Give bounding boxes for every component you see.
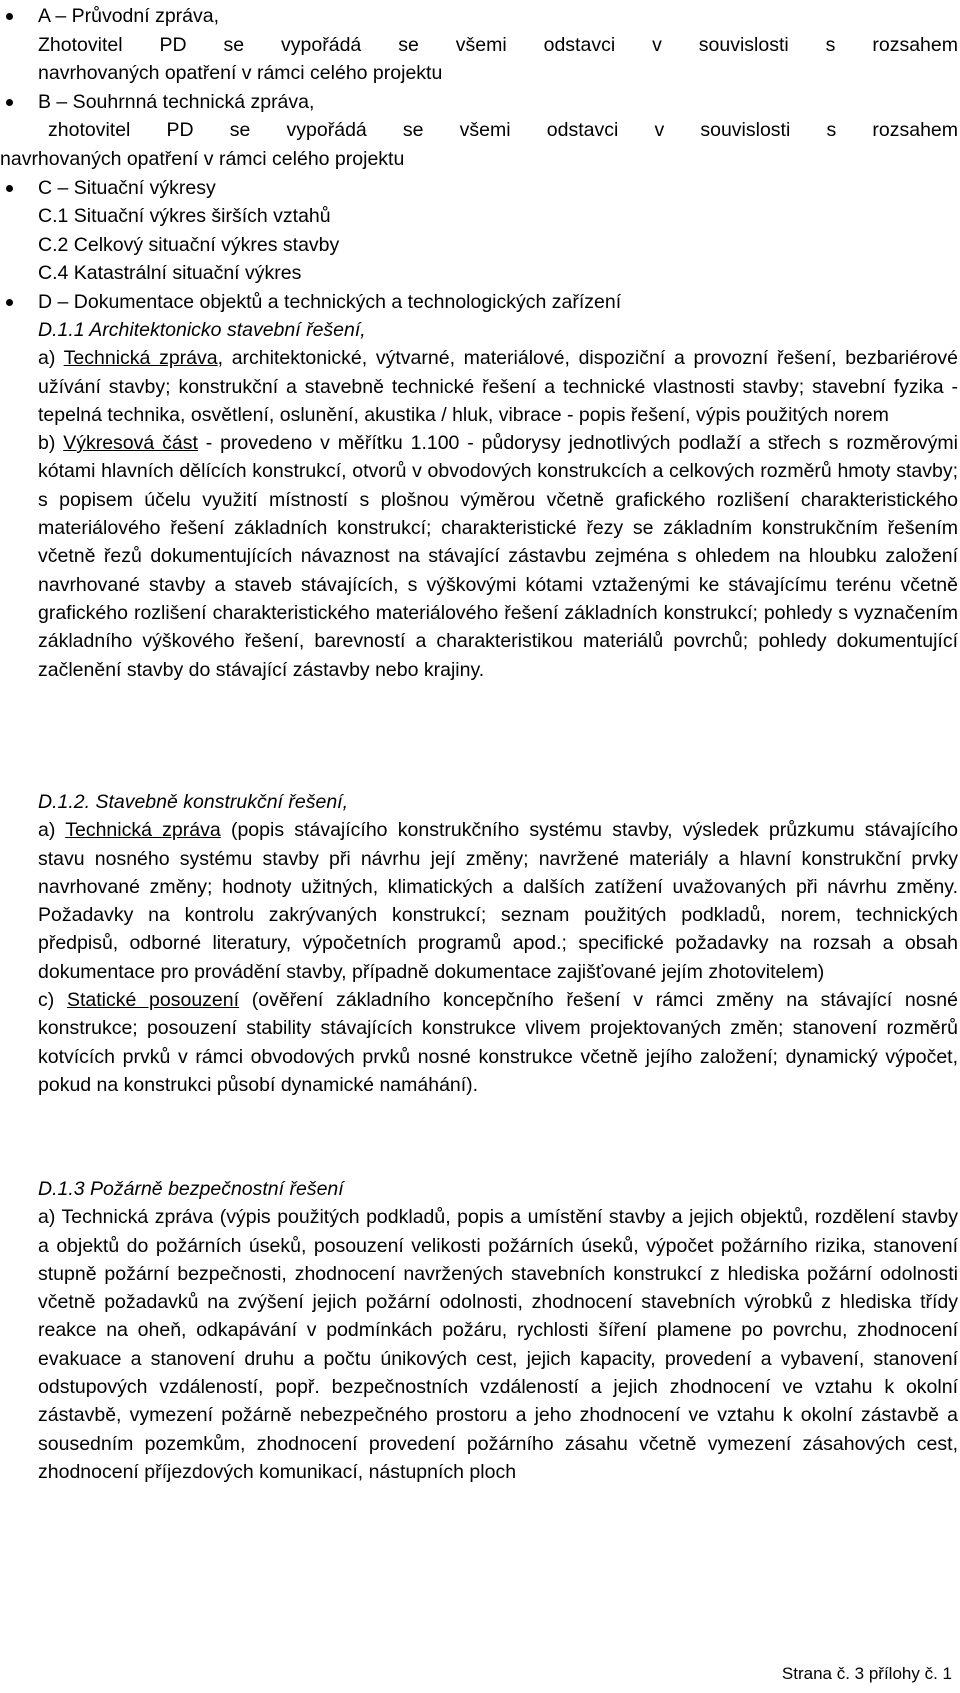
outline-note-line: zhotovitel PD se vypořádá se všemi odstavci v souvislosti s rozsahem <box>48 119 958 142</box>
outline-label: B – Souhrnná technická zpráva, <box>38 90 315 113</box>
bullet-icon <box>6 13 13 20</box>
project-outline <box>0 2 960 317</box>
outline-label: D – Dokumentace objektů a technických a technologických zařízení <box>38 290 622 313</box>
technical-report-label: Technická zpráva <box>65 819 221 842</box>
section-item-a: a) Technická zpráva (výpis použitých podkladů, popis a umístění stavby a jejich objektů, rozdělení stavby a objektů do požárních úseků, posouzení velikosti požárních úseků, výpočet požárního rizika, stanovení stupně požární bezpečnosti, zhodnocení navržených stavebních konstrukcí z hlediska požární odolnosti včetně požadavků na zvýšení jejich požární odolnosti, zhodnocení stavebních výrobků z hlediska třídy reakce na oheň, odkapávání v podmínkách požáru, rychlosti šíření plamene po povrchu, zhodnocení evakuace a stanovení druhu a počtu únikových cest, jejich kapacity, provedení a vybavení, stanovení odstupových vzdáleností, popř. bezpečnostních vzdáleností a jejich zhodnocení ve vztahu k okolní zástavbě, vymezení požárně nebezpečného prostoru a jeho zhodnocení ve vztahu k okolní zástavbě a sousedním pozemkům, zhodnocení provedení požárního zásahu včetně vymezení zásahových cest, zhodnocení příjezdových komunikací, nástupních ploch <box>38 1206 958 1483</box>
outline-sub-item: C.2 Celkový situační výkres stavby <box>38 233 340 256</box>
outline-item-d <box>0 288 960 317</box>
bullet-icon <box>6 299 13 306</box>
section-item-a: a) Technická zpráva, architektonické, výtvarné, materiálové, dispoziční a provozní řešení, bezbariérové užívání stavby; konstrukční a stavebně technické řešení a technické vlastnosti stavby; stavební fyzika - tepelná technika, osvětlení, oslunění, akustika / hluk, vibrace - popis řešení, výpis použitých norem <box>38 347 958 426</box>
section-d11 <box>38 316 958 684</box>
section-heading: D.1.3 Požárně bezpečnostní řešení <box>38 1178 344 1200</box>
outline-item-a <box>0 2 960 88</box>
drawing-part-label: Výkresová část <box>63 432 198 455</box>
outline-item-c <box>0 174 960 288</box>
section-item-b: b) Výkresová část - provedeno v měřítku 1.100 - půdorysy jednotlivých podlaží a střech s rozměrovými kótami hlavních dělících konstrukcí, otvorů v obvodových konstrukcích a celkových rozměrů hmoty stavby; s popisem účelu využití místností s plošnou výměrou včetně grafického rozlišení charakteristického materiálového řešení základních konstrukcí; charakteristické řezy se základním konstrukčním řešením včetně řezů dokumentujících návaznost na stávající zástavbu zejména s ohledem na hloubku založení navrhované stavby a staveb stávajících, s výškovými kótami vztaženými ke stávajícímu terénu včetně grafického rozlišení charakteristického materiálového řešení základních konstrukcí; pohledy s vyznačením základního výškového řešení, barevností a charakteristikou materiálů povrchů; pohledy dokumentující začlenění stavby do stávající zástavby nebo krajiny. <box>38 432 958 681</box>
section-item-a: a) Technická zpráva (popis stávajícího konstrukčního systému stavby, výsledek průzkumu stávajícího stavu nosného systému stavby při návrhu její změny; navržené materiály a hlavní konstrukční prvky navrhované změny; hodnoty užitných, klimatických a dalších zatížení uvažovaných při návrhu změny. Požadavky na kontrolu zakrývaných konstrukcí; seznam použitých podkladů, norem, technických předpisů, odborné literatury, výpočetních programů apod.; specifické požadavky na rozsah a obsah dokumentace pro provádění stavby, případně dokumentace zajišťované jejím zhotovitelem) <box>38 819 958 983</box>
outline-sub-item: C.1 Situační výkres širších vztahů <box>38 205 331 228</box>
technical-report-label: Technická zpráva <box>63 347 218 370</box>
bullet-icon <box>6 185 13 192</box>
outline-label: A – Průvodní zpráva, <box>38 5 220 27</box>
page-footer: Strana č. 3 přílohy č. 1 <box>781 1664 952 1683</box>
outline-note-line: navrhovaných opatření v rámci celého projektu <box>0 147 405 170</box>
outline-note-line: Zhotovitel PD se vypořádá se všemi odstavci v souvislosti s rozsahem <box>38 33 958 56</box>
section-heading: D.1.2. Stavebně konstrukční řešení, <box>38 791 349 813</box>
section-d13 <box>38 1175 958 1486</box>
outline-item-b <box>0 88 960 174</box>
section-heading: D.1.1 Architektonicko stavební řešení, <box>38 319 366 341</box>
outline-note-line: navrhovaných opatření v rámci celého projektu <box>38 62 443 85</box>
outline-sub-item: C.4 Katastrální situační výkres <box>38 262 302 285</box>
section-item-c: c) Statické posouzení (ověření základního koncepčního řešení v rámci změny na stávající nosné konstrukce; posouzení stability stávajících konstrukce vlivem projektovaných změn; stanovení rozměrů kotvících prvků v rámci obvodových prvků nosné konstrukce včetně jejího založení; dynamický výpočet, pokud na konstrukci působí dynamické namáhání). <box>38 989 958 1096</box>
bullet-icon <box>6 99 13 106</box>
outline-label: C – Situační výkresy <box>38 176 216 199</box>
section-d12 <box>38 788 958 1099</box>
static-assessment-label: Statické posouzení <box>66 989 240 1012</box>
